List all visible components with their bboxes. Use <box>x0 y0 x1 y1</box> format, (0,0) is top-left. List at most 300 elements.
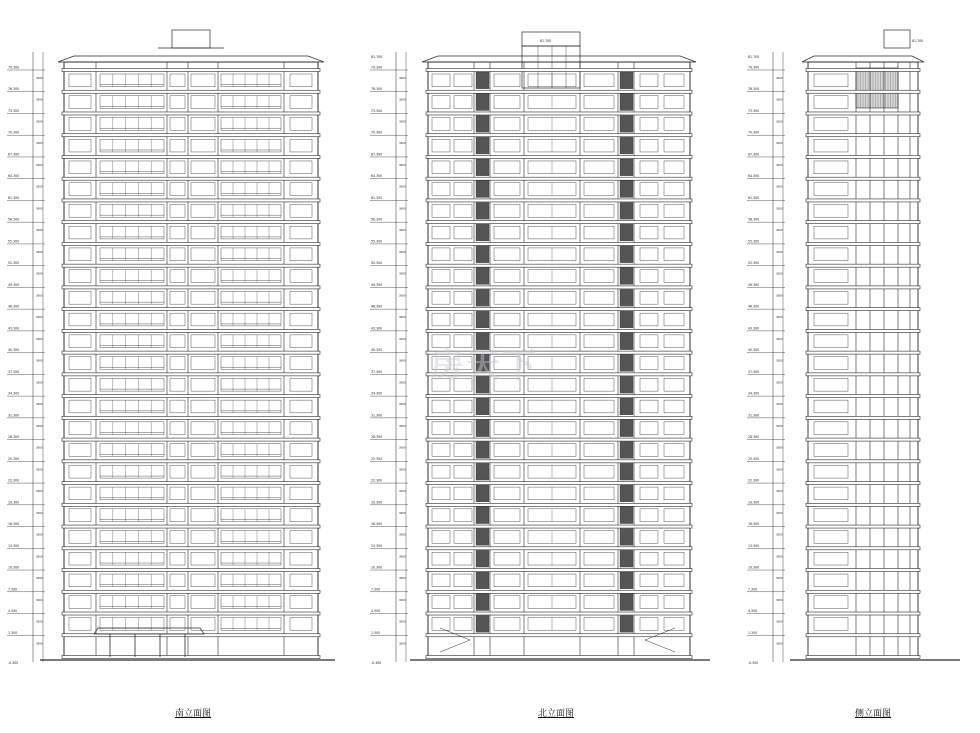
level-label: 79.300 <box>8 65 20 70</box>
dark-stair-shaft <box>620 268 633 285</box>
dark-stair-shaft <box>620 224 633 241</box>
dimension-label: 3000 <box>399 250 406 254</box>
dimension-label: 3000 <box>776 642 783 646</box>
window <box>494 596 520 609</box>
window <box>290 422 312 435</box>
dimension-label: 3000 <box>399 98 406 102</box>
level-label: 37.300 <box>371 369 383 374</box>
level-label: 55.300 <box>748 239 760 244</box>
south-elevation-title: 南立面图 <box>175 709 212 719</box>
level-label: 34.300 <box>371 391 383 396</box>
dimension-label: 3000 <box>399 77 406 80</box>
level-label: 7.300 <box>8 587 18 592</box>
window <box>814 270 848 283</box>
window <box>69 400 91 413</box>
level-label: 19.300 <box>371 500 383 505</box>
dimension-label: 3000 <box>36 511 43 515</box>
window <box>69 596 91 609</box>
window <box>69 204 91 217</box>
floor-slab-band <box>426 329 692 332</box>
floor-slab-band <box>62 373 320 376</box>
window <box>814 465 848 478</box>
window <box>432 552 450 565</box>
window <box>664 509 684 522</box>
level-label: 7.300 <box>748 587 758 592</box>
level-label: 40.300 <box>748 348 760 353</box>
level-label: 4.300 <box>371 609 381 614</box>
window <box>664 422 684 435</box>
window <box>432 117 450 130</box>
level-label: 46.300 <box>371 304 383 309</box>
window <box>69 357 91 370</box>
window <box>290 487 312 500</box>
dark-stair-shaft <box>620 442 633 459</box>
window <box>494 248 520 261</box>
window <box>494 74 520 87</box>
level-label: 22.300 <box>748 478 760 483</box>
entrance-canopy <box>94 628 204 634</box>
window <box>290 335 312 348</box>
window <box>814 74 848 87</box>
dark-stair-shaft <box>476 442 489 459</box>
level-label: 46.300 <box>748 304 760 309</box>
roof-top-label: 81.700 <box>912 39 924 43</box>
window <box>494 270 520 283</box>
dark-stair-shaft <box>620 485 633 502</box>
floor-slab-band <box>62 460 320 463</box>
floor-slab-band <box>62 569 320 572</box>
window <box>494 552 520 565</box>
window <box>640 400 658 413</box>
window <box>664 487 684 500</box>
side-elevation-title: 侧立面图 <box>855 709 892 719</box>
window <box>69 270 91 283</box>
window <box>640 270 658 283</box>
level-label: 70.300 <box>371 130 383 135</box>
window <box>664 270 684 283</box>
window <box>640 313 658 326</box>
window <box>170 357 185 370</box>
level-label: 28.300 <box>8 435 20 440</box>
window <box>494 444 520 457</box>
window <box>170 204 185 217</box>
floor-slab-band <box>426 264 692 267</box>
dimension-label: 3000 <box>776 185 783 189</box>
floor-slab-band <box>62 286 320 289</box>
dimension-label: 3000 <box>399 598 406 602</box>
window <box>494 161 520 174</box>
window <box>664 161 684 174</box>
dimension-label: 3000 <box>36 468 43 472</box>
roof-level-label: 81.700 <box>371 55 383 59</box>
level-label: 58.300 <box>8 217 20 222</box>
window <box>432 96 450 109</box>
window <box>664 96 684 109</box>
window <box>69 378 91 391</box>
floor-slab-band <box>426 69 692 72</box>
window <box>640 552 658 565</box>
window <box>584 444 614 457</box>
dimension-label: 3000 <box>36 272 43 276</box>
dimension-label: 3000 <box>36 294 43 298</box>
dark-stair-shaft <box>476 311 489 328</box>
window <box>640 226 658 239</box>
dimension-label: 3000 <box>776 77 783 80</box>
window <box>814 117 848 130</box>
window <box>290 96 312 109</box>
window <box>170 139 185 152</box>
floor-slab-band <box>426 242 692 245</box>
floor-slab-band <box>426 590 692 593</box>
window <box>494 531 520 544</box>
dimension-label: 3000 <box>776 533 783 537</box>
window <box>814 357 848 370</box>
level-label: 19.300 <box>748 500 760 505</box>
dark-stair-shaft <box>620 246 633 263</box>
dark-stair-shaft <box>620 181 633 198</box>
floor-slab-band <box>426 90 692 93</box>
window <box>640 335 658 348</box>
dimension-label: 3000 <box>776 577 783 581</box>
floor-slab-band <box>426 221 692 224</box>
level-label: 55.300 <box>8 239 20 244</box>
floor-slab-band <box>62 525 320 528</box>
floor-slab-band <box>806 112 920 115</box>
window <box>584 400 614 413</box>
window <box>170 117 185 130</box>
north-elevation-title: 北立面图 <box>538 709 575 719</box>
window <box>814 552 848 565</box>
floor-slab-band <box>426 199 692 202</box>
floor-slab-band <box>806 503 920 506</box>
dark-stair-shaft <box>620 594 633 611</box>
floor-slab-band <box>426 416 692 419</box>
window <box>494 226 520 239</box>
window <box>814 444 848 457</box>
level-label: 37.300 <box>8 369 20 374</box>
level-label: 25.300 <box>371 456 383 461</box>
window <box>814 313 848 326</box>
floor-slab-band <box>62 155 320 158</box>
dark-stair-shaft <box>620 94 633 111</box>
window <box>432 574 450 587</box>
window <box>191 596 215 609</box>
window <box>191 270 215 283</box>
window <box>454 226 472 239</box>
window <box>454 444 472 457</box>
dark-stair-shaft <box>620 572 633 589</box>
window <box>290 226 312 239</box>
roof-stair-housing <box>884 30 910 48</box>
window <box>664 596 684 609</box>
window <box>664 248 684 261</box>
dimension-label: 3000 <box>776 163 783 167</box>
dimension-label: 3000 <box>36 359 43 363</box>
window <box>640 96 658 109</box>
floor-slab-band <box>806 351 920 354</box>
window <box>584 139 614 152</box>
floor-slab-band <box>426 656 692 659</box>
level-label: 10.300 <box>8 565 20 570</box>
window <box>290 509 312 522</box>
level-label: 4.300 <box>8 609 18 614</box>
floor-slab-band <box>426 112 692 115</box>
window <box>191 313 215 326</box>
floor-slab-band <box>806 308 920 311</box>
floor-slab-band <box>62 177 320 180</box>
window <box>170 161 185 174</box>
dimension-label: 3000 <box>399 511 406 515</box>
window <box>664 226 684 239</box>
dimension-label: 3000 <box>399 163 406 167</box>
floor-slab-band <box>426 177 692 180</box>
window <box>494 139 520 152</box>
dimension-label: 3000 <box>399 490 406 494</box>
floor-slab-band <box>806 525 920 528</box>
ground-level-label: -0.300 <box>8 661 19 665</box>
level-label: 13.300 <box>8 543 20 548</box>
dimension-label: 3000 <box>776 511 783 515</box>
level-label: 64.300 <box>371 174 383 179</box>
dark-stair-shaft <box>620 355 633 372</box>
window <box>640 161 658 174</box>
level-label: 43.300 <box>8 326 20 331</box>
floor-slab-band <box>426 134 692 137</box>
level-label: 73.300 <box>8 108 20 113</box>
window <box>494 509 520 522</box>
dimension-label: 3000 <box>776 620 783 624</box>
window <box>664 531 684 544</box>
window <box>432 161 450 174</box>
window <box>584 226 614 239</box>
level-label: 79.300 <box>748 65 760 70</box>
floor-slab-band <box>806 482 920 485</box>
window <box>191 422 215 435</box>
dimension-label: 3000 <box>36 598 43 602</box>
ground-level-label: -0.300 <box>371 661 382 665</box>
level-label: 61.300 <box>748 195 760 200</box>
window <box>191 465 215 478</box>
level-label: 52.300 <box>8 261 20 266</box>
window <box>191 444 215 457</box>
floor-slab-band <box>62 199 320 202</box>
dimension-label: 3000 <box>36 250 43 254</box>
level-label: 55.300 <box>371 239 383 244</box>
level-label: 37.300 <box>748 369 760 374</box>
dimension-label: 3000 <box>36 185 43 189</box>
dark-stair-shaft <box>476 115 489 132</box>
window <box>170 183 185 196</box>
dark-stair-shaft <box>476 181 489 198</box>
window <box>290 465 312 478</box>
window <box>432 248 450 261</box>
level-label: 25.300 <box>748 456 760 461</box>
window <box>640 248 658 261</box>
floor-slab-band <box>806 177 920 180</box>
dimension-label: 3000 <box>399 468 406 472</box>
window <box>584 465 614 478</box>
floor-slab-band <box>62 69 320 72</box>
window <box>494 574 520 587</box>
window <box>664 183 684 196</box>
roof-level-label: 81.700 <box>748 55 760 59</box>
dark-stair-shaft <box>620 550 633 567</box>
window <box>170 74 185 87</box>
window <box>69 248 91 261</box>
dimension-label: 3000 <box>399 185 406 189</box>
window <box>290 444 312 457</box>
dimension-label: 3000 <box>776 446 783 450</box>
window <box>454 574 472 587</box>
window <box>432 139 450 152</box>
level-label: 79.300 <box>371 65 383 70</box>
window <box>640 74 658 87</box>
dark-stair-shaft <box>620 289 633 306</box>
window <box>454 161 472 174</box>
window <box>640 465 658 478</box>
window <box>494 422 520 435</box>
window <box>454 291 472 304</box>
level-label: 76.300 <box>8 87 20 92</box>
window <box>640 422 658 435</box>
window <box>170 465 185 478</box>
window <box>191 139 215 152</box>
dark-stair-shaft <box>476 94 489 111</box>
window <box>454 270 472 283</box>
window <box>640 139 658 152</box>
window <box>290 313 312 326</box>
window <box>69 618 91 631</box>
level-label: 7.300 <box>371 587 381 592</box>
dark-stair-shaft <box>620 137 633 154</box>
window <box>584 509 614 522</box>
dark-stair-shaft <box>476 594 489 611</box>
window <box>290 618 312 631</box>
dimension-label: 3000 <box>399 381 406 385</box>
window <box>664 139 684 152</box>
dark-stair-shaft <box>476 529 489 546</box>
window <box>191 291 215 304</box>
window <box>290 531 312 544</box>
level-label: 64.300 <box>748 174 760 179</box>
window <box>814 487 848 500</box>
window <box>454 74 472 87</box>
dimension-label: 3000 <box>36 229 43 233</box>
window <box>814 248 848 261</box>
dimension-label: 3000 <box>776 120 783 124</box>
dimension-label: 3000 <box>36 163 43 167</box>
dark-stair-shaft <box>476 159 489 176</box>
level-label: 49.300 <box>8 282 20 287</box>
window <box>640 487 658 500</box>
level-label: 73.300 <box>748 108 760 113</box>
dimension-label: 3000 <box>36 620 43 624</box>
dimension-label: 3000 <box>36 120 43 124</box>
level-label: 10.300 <box>371 565 383 570</box>
dimension-label: 3000 <box>776 403 783 407</box>
dimension-label: 3000 <box>36 403 43 407</box>
window <box>170 96 185 109</box>
window <box>494 117 520 130</box>
floor-slab-band <box>806 134 920 137</box>
level-label: 28.300 <box>371 435 383 440</box>
window <box>814 596 848 609</box>
roof-tower-glass <box>522 46 580 88</box>
level-label: 31.300 <box>748 413 760 418</box>
level-label: 67.300 <box>8 152 20 157</box>
window <box>191 161 215 174</box>
window <box>454 183 472 196</box>
window <box>432 509 450 522</box>
floor-slab-band <box>426 569 692 572</box>
level-label: 52.300 <box>371 261 383 266</box>
building-outline <box>808 62 918 657</box>
north-elevation <box>370 32 710 665</box>
window <box>814 422 848 435</box>
floor-slab-band <box>806 612 920 615</box>
ground-level-label: -0.300 <box>748 661 759 665</box>
window <box>432 444 450 457</box>
window <box>69 117 91 130</box>
window <box>584 96 614 109</box>
floor-slab-band <box>62 112 320 115</box>
window <box>170 226 185 239</box>
window <box>69 531 91 544</box>
dimension-label: 3000 <box>776 424 783 428</box>
level-label: 22.300 <box>371 478 383 483</box>
window <box>432 465 450 478</box>
window <box>664 204 684 217</box>
window <box>191 74 215 87</box>
entrance-ramp <box>645 628 675 652</box>
dark-stair-shaft <box>620 420 633 437</box>
dimension-label: 3000 <box>36 77 43 80</box>
floor-slab-band <box>426 395 692 398</box>
window <box>454 618 472 631</box>
window <box>170 444 185 457</box>
dimension-label: 3000 <box>776 272 783 276</box>
window <box>814 531 848 544</box>
floor-slab-band <box>62 264 320 267</box>
window <box>69 509 91 522</box>
level-label: 67.300 <box>748 152 760 157</box>
floor-slab-band <box>806 460 920 463</box>
window <box>170 291 185 304</box>
dark-stair-shaft <box>620 311 633 328</box>
floor-slab-band <box>426 547 692 550</box>
window <box>494 183 520 196</box>
dimension-label: 3000 <box>399 620 406 624</box>
dark-stair-shaft <box>476 202 489 219</box>
window <box>584 270 614 283</box>
window <box>814 291 848 304</box>
window <box>454 531 472 544</box>
dimension-label: 3000 <box>399 207 406 211</box>
window <box>584 291 614 304</box>
window <box>454 204 472 217</box>
window <box>170 596 185 609</box>
floor-slab-band <box>806 438 920 441</box>
dimension-label: 3000 <box>776 337 783 341</box>
dimension-label: 3000 <box>776 316 783 320</box>
floor-slab-band <box>806 221 920 224</box>
dimension-label: 3000 <box>399 424 406 428</box>
dark-stair-shaft <box>620 398 633 415</box>
window <box>584 74 614 87</box>
level-label: 13.300 <box>748 543 760 548</box>
window <box>454 313 472 326</box>
window <box>584 183 614 196</box>
